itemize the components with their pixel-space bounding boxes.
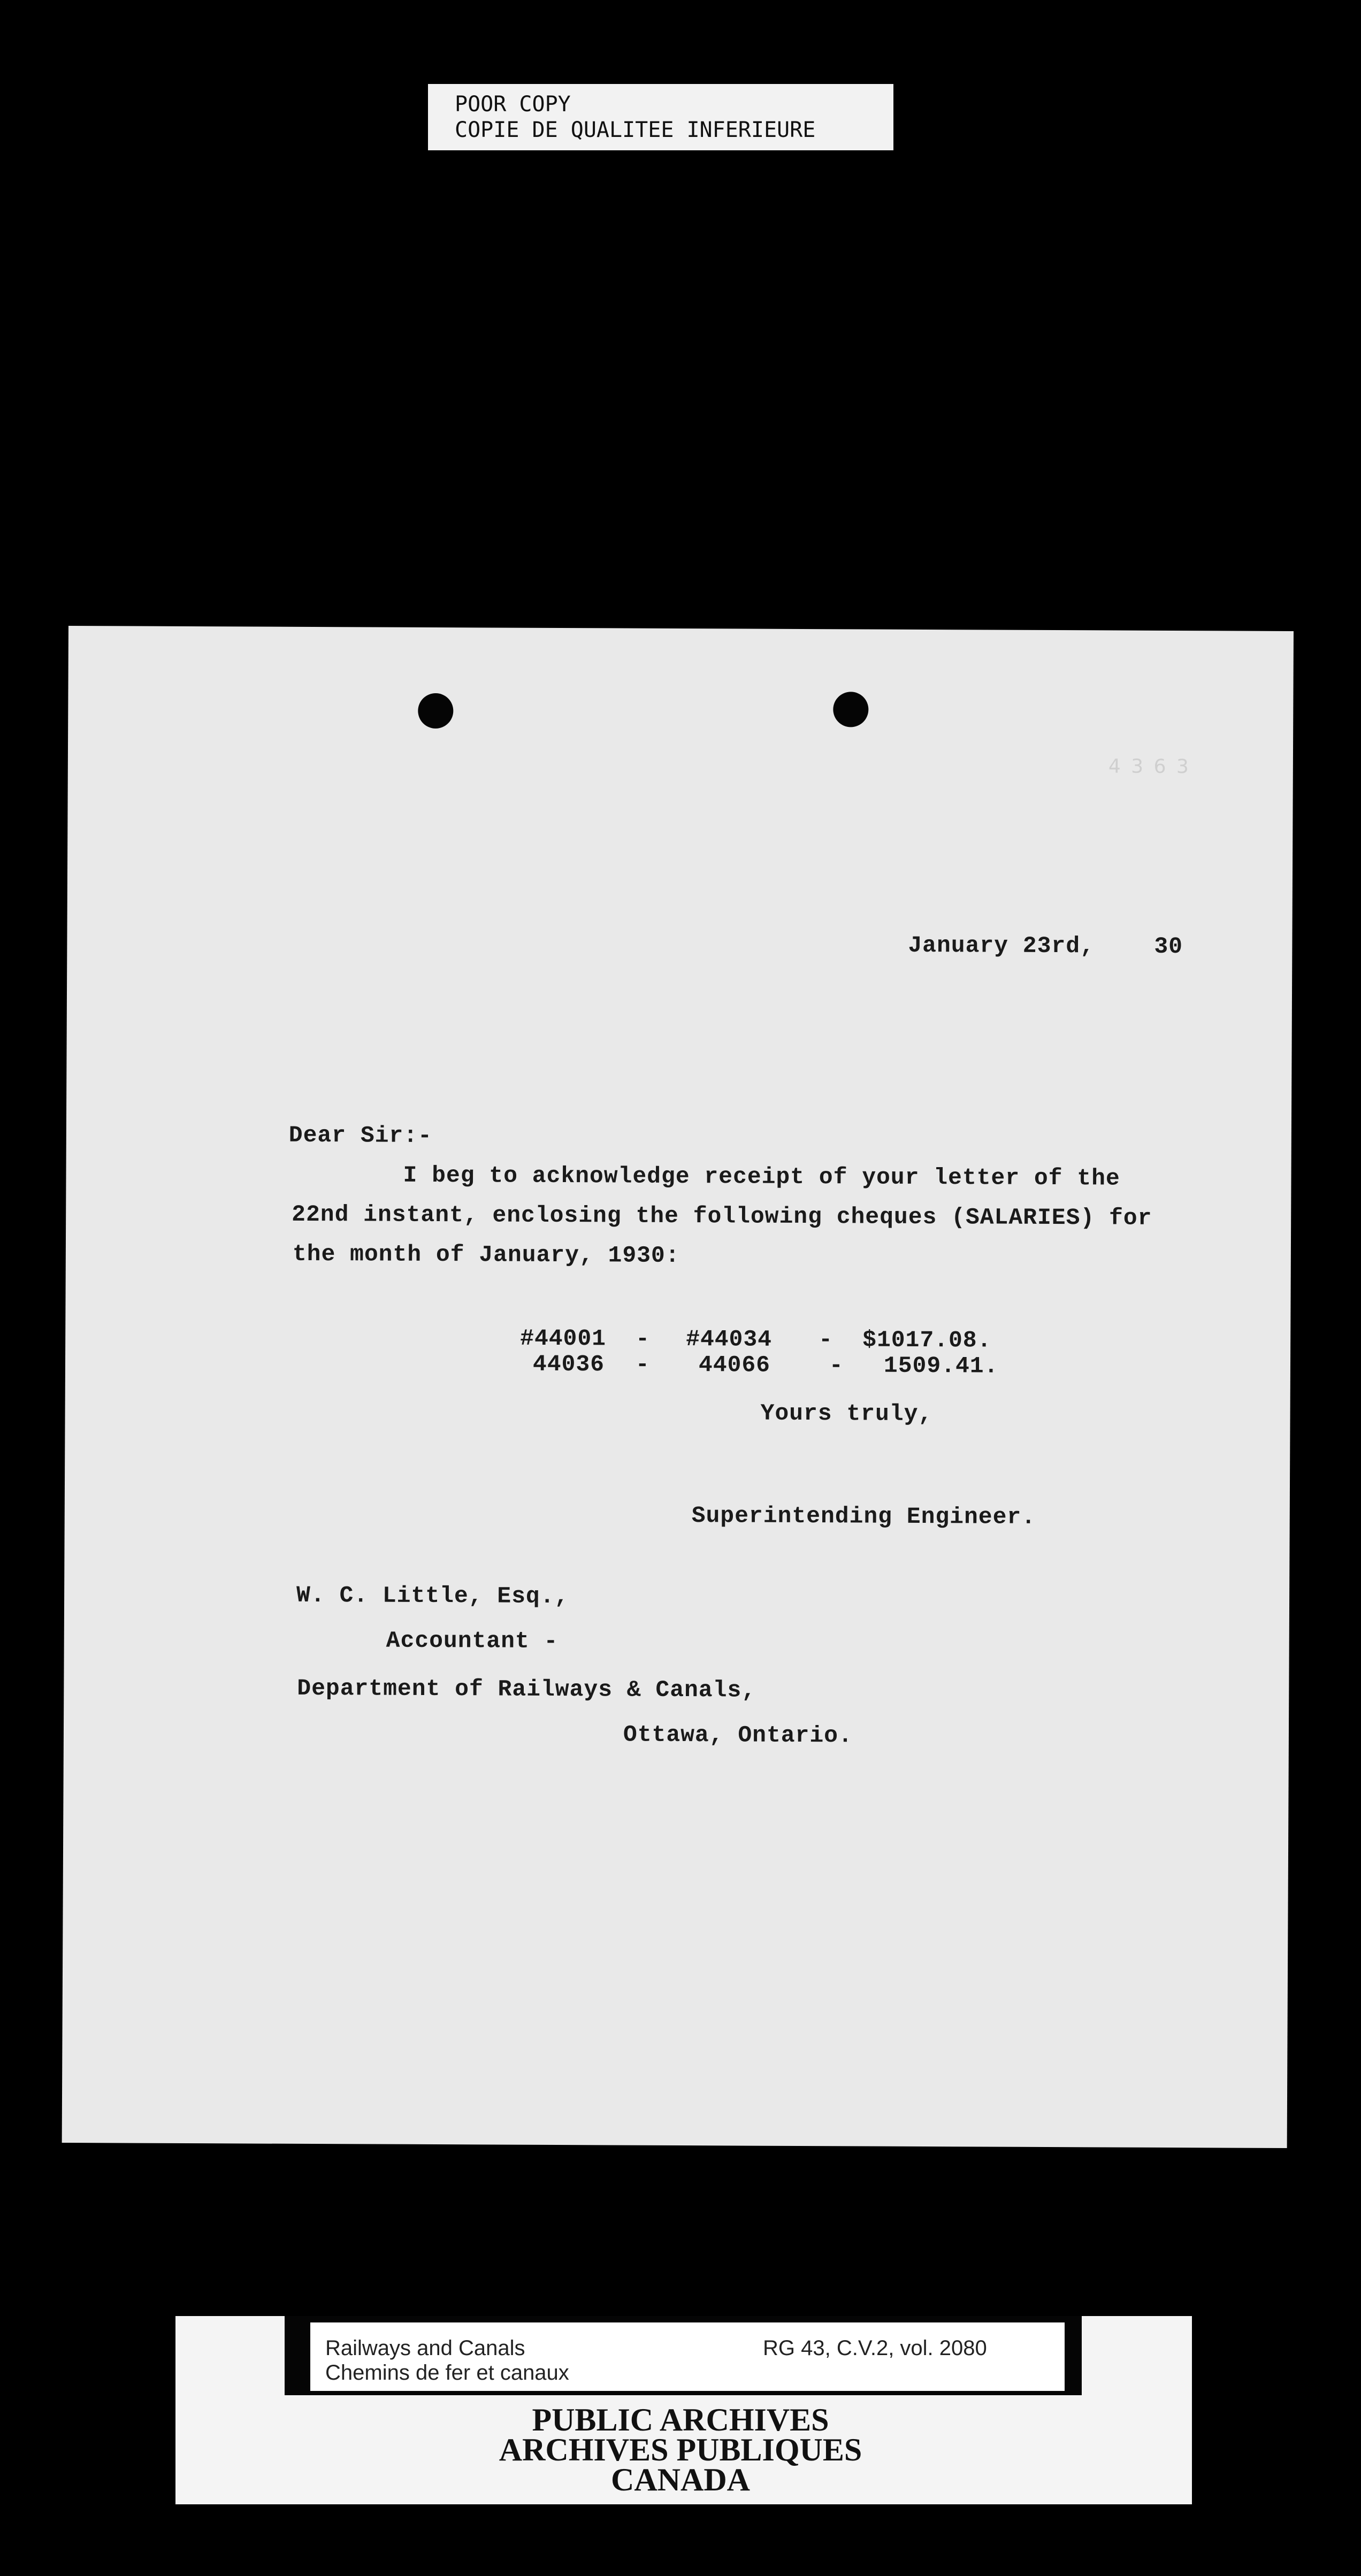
cheque-amount: $1017.08.	[862, 1327, 992, 1354]
punch-hole-right	[833, 692, 868, 727]
cheque-separator: -	[636, 1325, 651, 1352]
file-number-stamp: 4 3 6 3	[1108, 755, 1191, 778]
letter-salutation: Dear Sir:-	[288, 1122, 432, 1149]
archive-title-line3: CANADA	[611, 2462, 750, 2497]
cheque-separator: -	[635, 1351, 650, 1378]
addressee-title: Accountant -	[386, 1627, 559, 1655]
archive-dept-english: Railways and Canals	[325, 2336, 525, 2360]
addressee-department: Department of Railways & Canals,	[297, 1675, 756, 1704]
cheque-separator: -	[819, 1327, 834, 1353]
poor-copy-label-line2: COPIE DE QUALITEE INFERIEURE	[455, 118, 816, 142]
poor-copy-label-line1: POOR COPY	[455, 92, 571, 117]
cheque-amount: 1509.41.	[883, 1352, 999, 1379]
letter-page	[62, 626, 1294, 2148]
cheque-to: 44066	[698, 1352, 771, 1378]
cheque-to: #44034	[686, 1326, 773, 1353]
letter-signature-title: Superintending Engineer.	[691, 1502, 1036, 1530]
cheque-separator: -	[829, 1352, 844, 1379]
archive-dept-french: Chemins de fer et canaux	[325, 2361, 569, 2385]
cheque-from: 44036	[532, 1351, 605, 1378]
archive-title-line2: ARCHIVES PUBLIQUES	[499, 2432, 862, 2467]
punch-hole-left	[418, 693, 453, 729]
addressee-city: Ottawa, Ontario.	[623, 1721, 853, 1749]
addressee-name: W. C. Little, Esq.,	[296, 1582, 569, 1610]
letter-closing: Yours truly,	[760, 1400, 933, 1428]
letter-date: January 23rd,	[908, 932, 1095, 960]
poor-copy-label	[428, 84, 893, 150]
archive-reference-number: RG 43, C.V.2, vol. 2080	[763, 2336, 987, 2360]
cheque-from: #44001	[520, 1325, 607, 1352]
letter-body-line3: the month of January, 1930:	[292, 1240, 680, 1269]
letter-body-line2: 22nd instant, enclosing the following cheques (SALARIES) for	[292, 1201, 1152, 1231]
letter-year: 30	[1154, 933, 1183, 960]
archive-reference-tag	[310, 2322, 1065, 2391]
archive-title-line1: PUBLIC ARCHIVES	[532, 2402, 829, 2437]
letter-body-line1: I beg to acknowledge receipt of your letter of the	[403, 1162, 1120, 1192]
